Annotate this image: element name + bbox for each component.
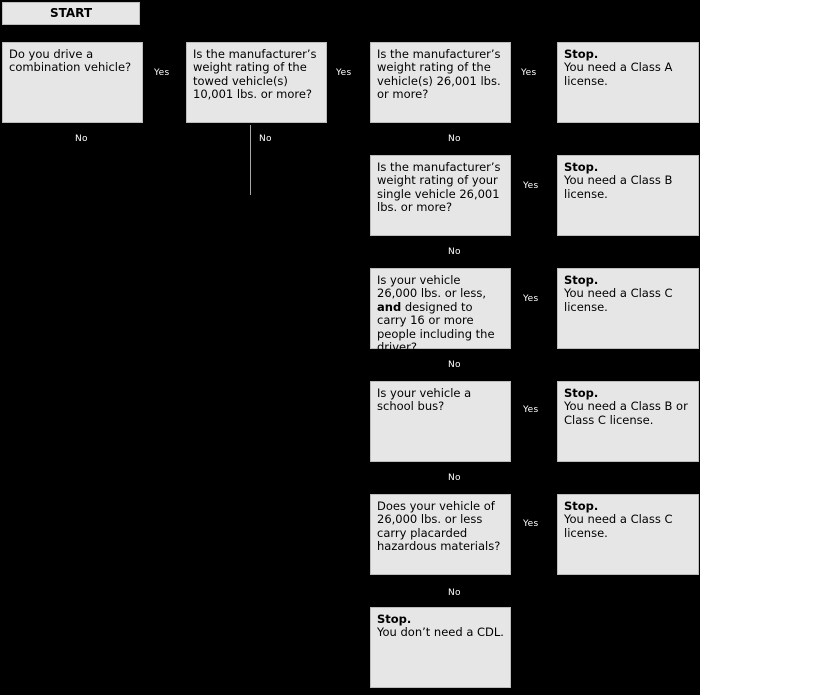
stop-label: Stop.: [564, 273, 599, 287]
yes-label: Yes: [336, 68, 352, 78]
question-text: Is the manufacturer’s weight rating of the vehicle(s) 26,001 lbs. or more?: [377, 47, 501, 102]
question-combination-vehicle: [2, 42, 143, 123]
result-class-c: [557, 268, 699, 349]
stop-label: Stop.: [564, 47, 599, 61]
stop-label: Stop.: [377, 612, 412, 626]
result-text: You need a Class B license.: [564, 173, 673, 201]
question-text-post: designed to carry 16 or more people including the driver?: [377, 299, 495, 355]
result-text: You need a Class C license.: [564, 512, 673, 540]
question-single-weight: [370, 155, 511, 236]
connector-line: [250, 125, 251, 195]
no-label: No: [448, 588, 461, 598]
no-label: No: [448, 134, 461, 144]
question-combined-weight: [370, 42, 511, 123]
result-text: You need a Class C license.: [564, 286, 673, 314]
result-text: You need a Class A license.: [564, 60, 673, 88]
yes-label: Yes: [154, 68, 170, 78]
question-text: Does your vehicle of 26,000 lbs. or less carry placarded hazardous materials?: [377, 499, 501, 554]
result-text: You need a Class B or Class C license.: [564, 399, 688, 427]
start-node: START: [2, 2, 140, 25]
question-text-emphasis: and: [377, 299, 402, 314]
yes-label: Yes: [523, 519, 539, 529]
yes-label: Yes: [523, 294, 539, 304]
stop-label: Stop.: [564, 386, 599, 400]
no-label: No: [448, 473, 461, 483]
result-class-b: [557, 155, 699, 236]
result-class-b-or-c: [557, 381, 699, 462]
question-towed-weight: [186, 42, 327, 123]
question-school-bus: [370, 381, 511, 462]
stop-label: Stop.: [564, 499, 599, 513]
question-text-pre: Is your vehicle 26,000 lbs. or less,: [377, 273, 487, 301]
stop-label: Stop.: [564, 160, 599, 174]
yes-label: Yes: [523, 181, 539, 191]
result-text: You don’t need a CDL.: [377, 625, 504, 640]
no-label: No: [448, 360, 461, 370]
question-passengers: [370, 268, 511, 355]
no-label: No: [259, 134, 272, 144]
question-text: Is the manufacturer’s weight rating of the towed vehicle(s) 10,001 lbs. or more?: [193, 47, 317, 102]
question-text: Is the manufacturer’s weight rating of your single vehicle 26,001 lbs. or more?: [377, 160, 501, 215]
result-class-a: [557, 42, 699, 123]
yes-label: Yes: [523, 405, 539, 415]
question-text: Do you drive a combination vehicle?: [9, 47, 132, 75]
no-label: No: [448, 247, 461, 257]
result-no-cdl: [370, 607, 511, 688]
no-label: No: [75, 134, 88, 144]
question-hazmat: [370, 494, 511, 575]
result-class-c-hazmat: [557, 494, 699, 575]
yes-label: Yes: [521, 68, 537, 78]
question-text: Is your vehicle a school bus?: [377, 386, 472, 414]
